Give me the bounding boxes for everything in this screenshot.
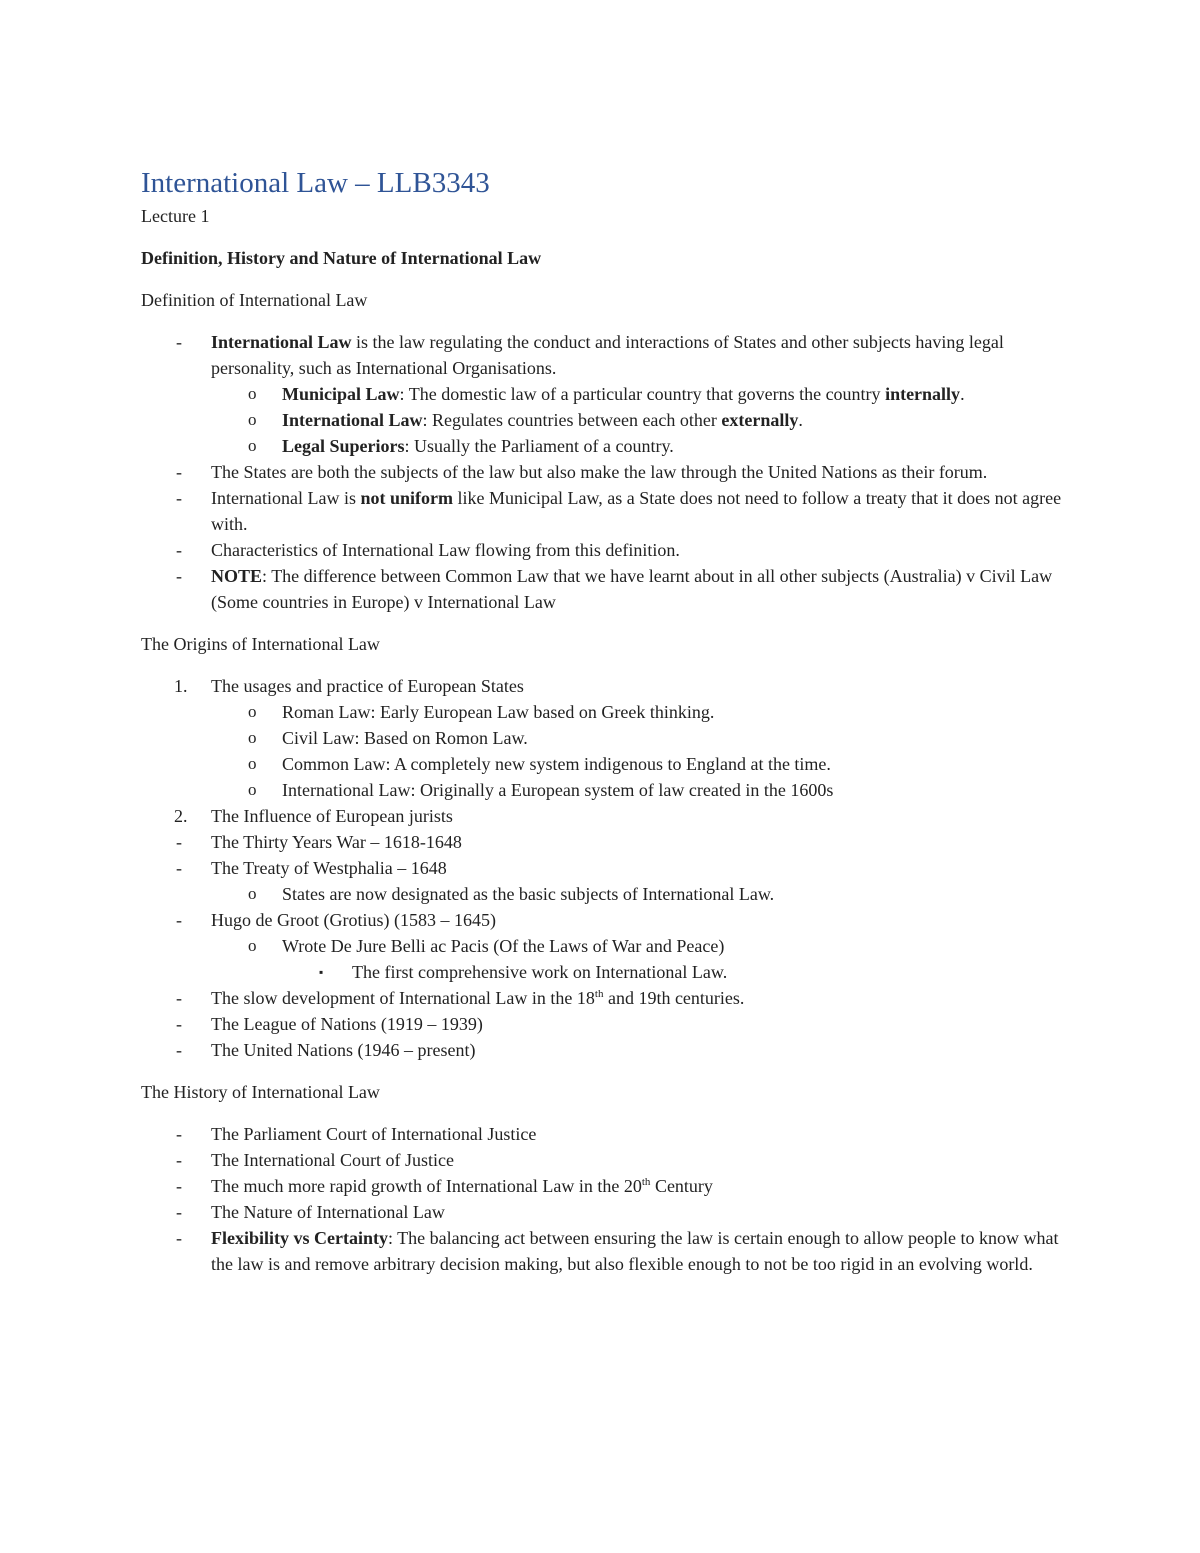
list-item <box>141 1011 1066 1037</box>
list-item <box>141 1225 1066 1277</box>
dash-bullet: - <box>176 1202 182 1222</box>
circle-bullet: o <box>248 780 257 799</box>
list-item <box>141 855 1066 881</box>
dash-bullet: - <box>176 1014 182 1034</box>
item-text: The Nature of International Law <box>211 1202 445 1222</box>
item-text: and 19th centuries. <box>603 988 745 1008</box>
item-text: International Law is <box>211 488 361 508</box>
item-text: . <box>798 410 803 430</box>
circle-bullet: o <box>248 754 257 773</box>
document-page <box>141 163 1066 1277</box>
item-text: The usages and practice of European States <box>211 676 524 696</box>
item-text: The Thirty Years War – 1618-1648 <box>211 832 462 852</box>
list-item <box>141 1037 1066 1063</box>
section-title-definition: Definition of International Law <box>141 290 368 310</box>
dash-bullet: - <box>176 488 182 508</box>
list-item <box>141 433 1066 459</box>
item-text: Common Law: A completely new system indigenous to England at the time. <box>282 754 831 774</box>
bold-term: NOTE <box>211 566 263 586</box>
list-item <box>141 803 1066 829</box>
circle-bullet: o <box>248 384 257 403</box>
history-list <box>141 1121 1066 1277</box>
item-text: States are now designated as the basic subjects of International Law. <box>282 884 775 904</box>
list-item <box>141 829 1066 855</box>
superscript: th <box>594 988 604 1000</box>
dash-bullet: - <box>176 1124 182 1144</box>
lecture-heading: Definition, History and Nature of International Law <box>141 248 542 268</box>
list-item <box>141 881 1066 907</box>
number-marker: 2. <box>174 806 188 826</box>
section-title-origins: The Origins of International Law <box>141 634 380 654</box>
dash-bullet: - <box>176 462 182 482</box>
item-text: : Usually the Parliament of a country. <box>404 436 674 456</box>
list-item <box>141 751 1066 777</box>
bold-term: not uniform <box>360 488 453 508</box>
circle-bullet: o <box>248 936 257 955</box>
dash-bullet: - <box>176 988 182 1008</box>
list-item <box>141 933 1066 959</box>
definition-list <box>141 329 1066 615</box>
list-item <box>141 777 1066 803</box>
dash-bullet: - <box>176 858 182 878</box>
item-text: The Influence of European jurists <box>211 806 453 826</box>
bold-term: International Law <box>211 332 352 352</box>
dash-bullet: - <box>176 1228 182 1248</box>
list-item <box>141 673 1066 699</box>
item-text: : Regulates countries between each other <box>422 410 722 430</box>
item-text: The United Nations (1946 – present) <box>211 1040 476 1060</box>
origins-list <box>141 673 1066 1063</box>
list-item <box>141 407 1066 433</box>
item-text: The League of Nations (1919 – 1939) <box>211 1014 483 1034</box>
section-title-history: The History of International Law <box>141 1082 380 1102</box>
dash-bullet: - <box>176 1040 182 1060</box>
list-item <box>141 381 1066 407</box>
list-item <box>141 563 1066 615</box>
number-marker: 1. <box>174 676 188 696</box>
superscript: th <box>641 1176 651 1188</box>
dash-bullet: - <box>176 1176 182 1196</box>
item-text: : The domestic law of a particular country that governs the country <box>399 384 886 404</box>
circle-bullet: o <box>248 884 257 903</box>
bold-term: International Law <box>282 410 423 430</box>
list-item <box>141 459 1066 485</box>
dash-bullet: - <box>176 566 182 586</box>
list-item <box>141 1121 1066 1147</box>
circle-bullet: o <box>248 728 257 747</box>
item-text: International Law: Originally a European system of law created in the 1600s <box>282 780 834 800</box>
dash-bullet: - <box>176 832 182 852</box>
dash-bullet: - <box>176 540 182 560</box>
bold-term: Flexibility vs Certainty <box>211 1228 388 1248</box>
item-text: . <box>960 384 965 404</box>
item-text: The International Court of Justice <box>211 1150 454 1170</box>
list-item <box>141 985 1066 1011</box>
dash-bullet: - <box>176 332 182 352</box>
item-text: : The difference between Common Law that we have learnt about in all other subjects (Australia) v Civil Law (Some countries in Europe) v International Law <box>211 566 1053 612</box>
item-text: The much more rapid growth of International Law in the 20 <box>211 1176 642 1196</box>
list-item <box>141 1147 1066 1173</box>
bold-term: externally <box>721 410 799 430</box>
list-item <box>141 1173 1066 1199</box>
circle-bullet: o <box>248 410 257 429</box>
item-text: Roman Law: Early European Law based on Greek thinking. <box>282 702 715 722</box>
item-text: Century <box>650 1176 713 1196</box>
item-text: The Parliament Court of International Justice <box>211 1124 537 1144</box>
circle-bullet: o <box>248 702 257 721</box>
item-text: Hugo de Groot (Grotius) (1583 – 1645) <box>211 910 496 930</box>
item-text: : The balancing act between ensuring the law is certain enough to allow people to know what the law is and remove arbitrary decision making, but also flexible enough to not be too rigid in an evolving world. <box>211 1228 1059 1274</box>
list-item <box>141 537 1066 563</box>
dash-bullet: - <box>176 910 182 930</box>
dash-bullet: - <box>176 1150 182 1170</box>
square-bullet: ▪ <box>319 965 324 979</box>
bold-term: Legal Superiors <box>282 436 405 456</box>
list-item <box>141 959 1066 985</box>
item-text: The States are both the subjects of the law but also make the law through the United Nations as their forum. <box>211 462 988 482</box>
lecture-label: Lecture 1 <box>141 206 210 226</box>
list-item <box>141 1199 1066 1225</box>
list-item <box>141 725 1066 751</box>
bold-term: internally <box>885 384 961 404</box>
item-text: The slow development of International Law in the 18 <box>211 988 595 1008</box>
item-text: The Treaty of Westphalia – 1648 <box>211 858 447 878</box>
item-text: The first comprehensive work on International Law. <box>352 962 728 982</box>
item-text: Wrote De Jure Belli ac Pacis (Of the Laws of War and Peace) <box>282 936 725 956</box>
item-text: is the law regulating the conduct and interactions of States and other subjects having legal personality, such as International Organisations. <box>211 332 1004 378</box>
circle-bullet: o <box>248 436 257 455</box>
list-item <box>141 699 1066 725</box>
item-text: like Municipal Law, as a State does not need to follow a treaty that it does not agree with. <box>211 488 1062 534</box>
bold-term: Municipal Law <box>282 384 400 404</box>
item-text: Characteristics of International Law flowing from this definition. <box>211 540 680 560</box>
item-text: Civil Law: Based on Romon Law. <box>282 728 528 748</box>
document-title: International Law – LLB3343 <box>141 167 490 199</box>
list-item <box>141 907 1066 933</box>
list-item <box>141 485 1066 537</box>
list-item <box>141 329 1066 381</box>
